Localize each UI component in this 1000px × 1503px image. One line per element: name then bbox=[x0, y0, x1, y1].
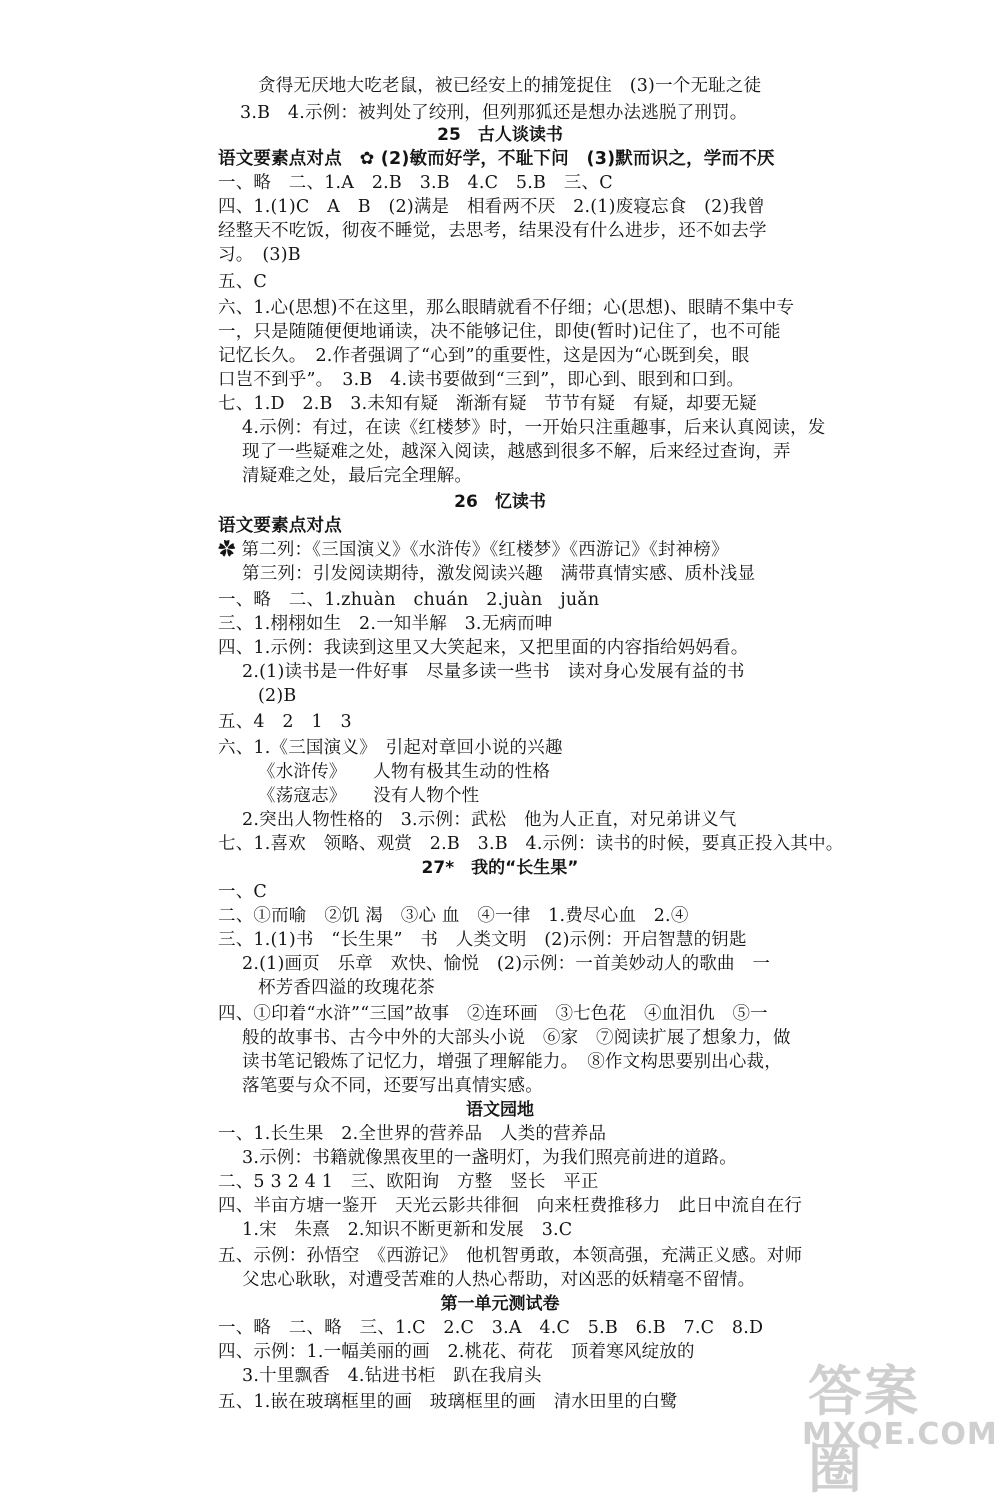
answer-line: 四、1.示例：我读到这里又大笑起来，又把里面的内容指给妈妈看。 bbox=[218, 638, 749, 658]
answer-line: 一、1.长生果 2.全世界的营养品 人类的营养品 bbox=[218, 1124, 607, 1144]
answer-line: 贪得无厌地大吃老鼠，被已经安上的捕笼捉住 (3)一个无耻之徒 bbox=[258, 76, 762, 96]
answer-line: 七、1.喜欢 领略、观赏 2.B 3.B 4.示例：读书的时候，要真正投入其中。 bbox=[218, 834, 844, 854]
answer-line: 三、1.(1)书 “长生果” 书 人类文明 (2)示例：开启智慧的钥匙 bbox=[218, 930, 747, 950]
answer-line: 七、1.D 2.B 3.未知有疑 渐渐有疑 节节有疑 有疑，却要无疑 bbox=[218, 394, 757, 414]
watermark-logo: 答案圈 bbox=[808, 1360, 920, 1500]
key-points-line: 语文要素点对点 ✿ (2)敏而好学，不耻下问 (3)默而识之，学而不厌 bbox=[218, 149, 775, 169]
answer-line: 3.十里飘香 4.钻进书柜 趴在我肩头 bbox=[242, 1366, 542, 1386]
watermark bbox=[800, 1343, 998, 1500]
answer-line: 父忠心耿耿，对遭受苦难的人热心帮助，对凶恶的妖精毫不留情。 bbox=[242, 1270, 756, 1290]
answer-line: 五、1.嵌在玻璃框里的画 玻璃框里的画 清水田里的白鹭 bbox=[218, 1392, 678, 1412]
key-points-line: 语文要素点对点 bbox=[218, 516, 342, 536]
section-title: 语文园地 bbox=[466, 1100, 534, 1120]
answer-line: 2.突出人物性格的 3.示例：武松 他为人正直，对兄弟讲义气 bbox=[242, 810, 737, 830]
answer-line: 一，只是随随便便地诵读，决不能够记住，即使(暂时)记住了，也不可能 bbox=[218, 322, 781, 342]
answer-line: 六、1.《三国演义》 引起对章回小说的兴趣 bbox=[218, 738, 563, 758]
answer-line: 五、示例：孙悟空 《西游记》 他机智勇敢，本领高强，充满正义感。对师 bbox=[218, 1246, 803, 1266]
answer-line: 四、半亩方塘一鉴开 天光云影共徘徊 向来枉费推移力 此日中流自在行 bbox=[218, 1196, 803, 1216]
answer-line: 落笔要与众不同，还要写出真情实感。 bbox=[242, 1076, 543, 1096]
answer-line: 现了一些疑难之处，越深入阅读，越感到很多不解，后来经过查询，弄 bbox=[242, 442, 791, 462]
answer-line: 2.(1)画页 乐章 欢快、愉悦 (2)示例：一首美妙动人的歌曲 一 bbox=[242, 954, 771, 974]
watermark-url: MXQE.COM bbox=[802, 1417, 998, 1452]
answer-line: 读书笔记锻炼了记忆力，增强了理解能力。 ⑧作文构思要别出心裁， bbox=[242, 1052, 782, 1072]
answer-line: 经整天不吃饭，彻夜不睡觉，去思考，结果没有什么进步，还不如去学 bbox=[218, 221, 767, 241]
section-title: 25 古人谈读书 bbox=[437, 125, 563, 145]
section-title: 第一单元测试卷 bbox=[440, 1294, 560, 1314]
answer-line: 一、C bbox=[218, 882, 267, 902]
answer-line: 一、略 二、1.zhuàn chuán 2.juàn juǎn bbox=[218, 590, 600, 610]
answer-line: ✿ 第二列：《三国演义》《水浒传》《红楼梦》《西游记》《封神榜》 bbox=[218, 540, 729, 560]
answer-line: 六、1.心(思想)不在这里，那么眼睛就看不仔细；心(思想)、眼睛不集中专 bbox=[218, 298, 795, 318]
answer-line: 口岂不到乎”。 3.B 4.读书要做到“三到”，即心到、眼到和口到。 bbox=[218, 370, 745, 390]
answer-line: 4.示例：有过，在读《红楼梦》时，一开始只注重趣事，后来认真阅读，发 bbox=[242, 418, 826, 438]
section-title: 27* 我的“长生果” bbox=[421, 858, 579, 878]
answer-line: 四、①印着“水浒”“三国”故事 ②连环画 ③七色花 ④血泪仇 ⑤一 bbox=[218, 1004, 768, 1024]
answer-line: 《荡寇志》 没有人物个性 bbox=[258, 786, 480, 806]
answer-line: 二、①而喻 ②饥 渴 ③心 血 ④一律 1.费尽心血 2.④ bbox=[218, 906, 689, 926]
answer-line: 三、1.栩栩如生 2.一知半解 3.无病而呻 bbox=[218, 614, 553, 634]
answer-line: 3.示例：书籍就像黑夜里的一盏明灯，为我们照亮前进的道路。 bbox=[242, 1148, 737, 1168]
answer-line: 四、1.(1)C A B (2)满是 相看两不厌 2.(1)废寝忘食 (2)我曾 bbox=[218, 197, 765, 217]
answer-line: 杯芳香四溢的玫瑰花茶 bbox=[258, 978, 435, 998]
answer-line: (2)B bbox=[258, 686, 297, 706]
answer-line: 2.(1)读书是一件好事 尽量多读一些书 读对身心发展有益的书 bbox=[242, 662, 745, 682]
answer-line: 二、5 3 2 4 1 三、欧阳询 方整 竖长 平正 bbox=[218, 1172, 599, 1192]
section-title: 26 忆读书 bbox=[454, 492, 546, 512]
answer-line: 一、略 二、略 三、1.C 2.C 3.A 4.C 5.B 6.B 7.C 8.D bbox=[218, 1318, 764, 1338]
answer-line: 一、略 二、1.A 2.B 3.B 4.C 5.B 三、C bbox=[218, 173, 613, 193]
answer-line: 四、示例：1.一幅美丽的画 2.桃花、荷花 顶着寒风绽放的 bbox=[218, 1342, 695, 1362]
answer-line: 五、C bbox=[218, 272, 267, 292]
answer-line: 习。 (3)B bbox=[218, 245, 301, 265]
answer-line: 五、4 2 1 3 bbox=[218, 712, 352, 732]
answer-line: 3.B 4.示例：被判处了绞刑，但列那狐还是想办法逃脱了刑罚。 bbox=[240, 103, 748, 123]
answer-line: 清疑难之处，最后完全理解。 bbox=[242, 466, 473, 486]
answer-line: 第三列：引发阅读期待，激发阅读兴趣 满带真情实感、质朴浅显 bbox=[242, 564, 756, 584]
answer-line: 般的故事书、古今中外的大部头小说 ⑥家 ⑦阅读扩展了想象力，做 bbox=[242, 1028, 791, 1048]
answer-line: 记忆长久。 2.作者强调了“心到”的重要性，这是因为“心既到矣，眼 bbox=[218, 346, 750, 366]
answer-line: 1.宋 朱熹 2.知识不断更新和发展 3.C bbox=[242, 1220, 573, 1240]
answer-line: 《水浒传》 人物有极其生动的性格 bbox=[258, 762, 551, 782]
